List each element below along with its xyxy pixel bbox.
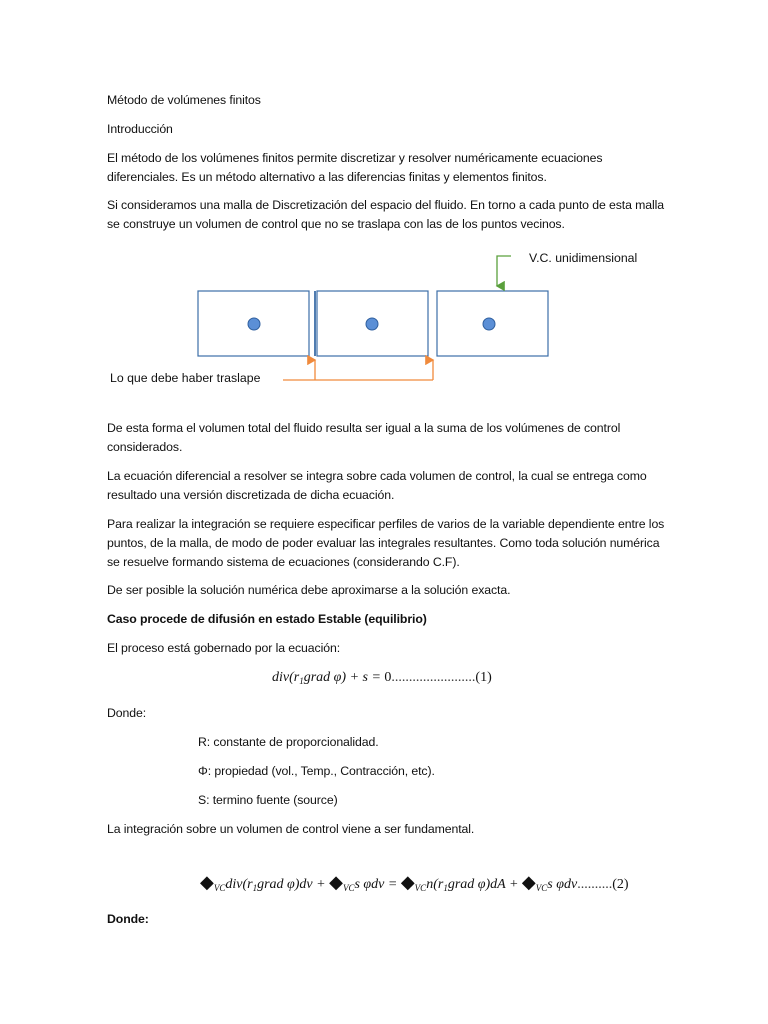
paragraph-8: La integración sobre un volumen de control viene a ser fundamental. xyxy=(107,822,475,836)
paragraph-5: Para realizar la integración se requiere especificar perfiles de varios de la variable dependiente entre los puntos, de la malla, de modo de poder evaluar las integrales resultantes. Como toda solución numérica se resuelve formando sistema de ecuaciones (considerando C.F). xyxy=(107,517,665,569)
intro-title: Introducción xyxy=(107,122,173,136)
grid-node-2 xyxy=(366,318,378,330)
document-heading: Método de volúmenes finitos xyxy=(107,93,261,107)
eq2-term4: s φdv xyxy=(547,877,578,892)
control-volume-box-1 xyxy=(198,291,309,356)
paragraph-3: De esta forma el volumen total del fluido resulta ser igual a la suma de los volúmenes de control considerados. xyxy=(107,421,621,454)
eq2-number: (2) xyxy=(612,877,629,892)
green-arrow xyxy=(497,256,511,286)
eq1-dots: ........................ xyxy=(391,670,476,685)
int-sub-3: VC xyxy=(414,883,427,893)
control-volume-box-3 xyxy=(437,291,548,356)
grid-node-1 xyxy=(248,318,260,330)
paragraph-7: El proceso está gobernado por la ecuación: xyxy=(107,641,341,655)
eq2-term2: s φdv = xyxy=(354,877,401,892)
eq1-number: (1) xyxy=(475,670,492,685)
int-sub-1: VC xyxy=(213,883,226,893)
paragraph-4: La ecuación diferencial a resolver se integra sobre cada volumen de control, la cual se entrega como resultado una versión discretizada de dicha ecuación. xyxy=(107,469,647,502)
eq2-term3a: n(r xyxy=(426,877,444,892)
eq1-lhs-b: grad φ) + s = xyxy=(303,670,385,685)
label-vc-unidimensional: V.C. unidimensional xyxy=(529,251,638,265)
label-overlap: Lo que debe haber traslape xyxy=(110,371,261,385)
definition-r: R: constante de proporcionalidad. xyxy=(198,735,379,749)
paragraph-2: Si consideramos una malla de Discretización del espacio del fluido. En torno a cada punto de esta malla se construye un volumen de control que no se traslapa con las de los puntos vecinos. xyxy=(107,198,665,231)
eq2-term3b: grad φ)dA + xyxy=(447,877,522,892)
int-sub-2: VC xyxy=(342,883,355,893)
integral-symbol-icon: ◆ xyxy=(521,872,536,892)
donde-label-2: Donde: xyxy=(107,912,149,926)
integral-symbol-icon: ◆ xyxy=(200,872,214,892)
integral-symbol-icon: ◆ xyxy=(329,872,343,892)
eq2-term3-sub: 1 xyxy=(443,883,448,893)
grid-node-3 xyxy=(483,318,495,330)
int-sub-4: VC xyxy=(535,883,548,893)
eq2-term1a: div(r xyxy=(225,877,253,892)
eq2-dots: .......... xyxy=(577,877,613,892)
section-title: Caso procede de difusión en estado Estable (equilibrio) xyxy=(107,612,427,626)
eq2-term1b: grad φ)dv + xyxy=(257,877,330,892)
equation-2 xyxy=(200,872,629,893)
control-volume-box-2 xyxy=(317,291,428,356)
definition-phi: Φ: propiedad (vol., Temp., Contracción, etc). xyxy=(198,764,435,778)
eq1-zero: 0 xyxy=(384,670,392,685)
integral-symbol-icon: ◆ xyxy=(400,872,415,892)
eq2-term1-sub: 1 xyxy=(252,883,258,893)
paragraph-6: De ser posible la solución numérica debe aproximarse a la solución exacta. xyxy=(107,583,511,597)
donde-label-1: Donde: xyxy=(107,706,147,720)
eq1-sub: 1 xyxy=(299,676,304,686)
equation-1 xyxy=(272,670,492,686)
eq1-lhs-a: div(r xyxy=(272,670,300,685)
paragraph-1: El método de los volúmenes finitos permite discretizar y resolver numéricamente ecuaciones diferenciales. Es un método alternativo a las diferencias finitas y elementos finitos. xyxy=(107,151,603,184)
definition-s: S: termino fuente (source) xyxy=(198,793,338,807)
